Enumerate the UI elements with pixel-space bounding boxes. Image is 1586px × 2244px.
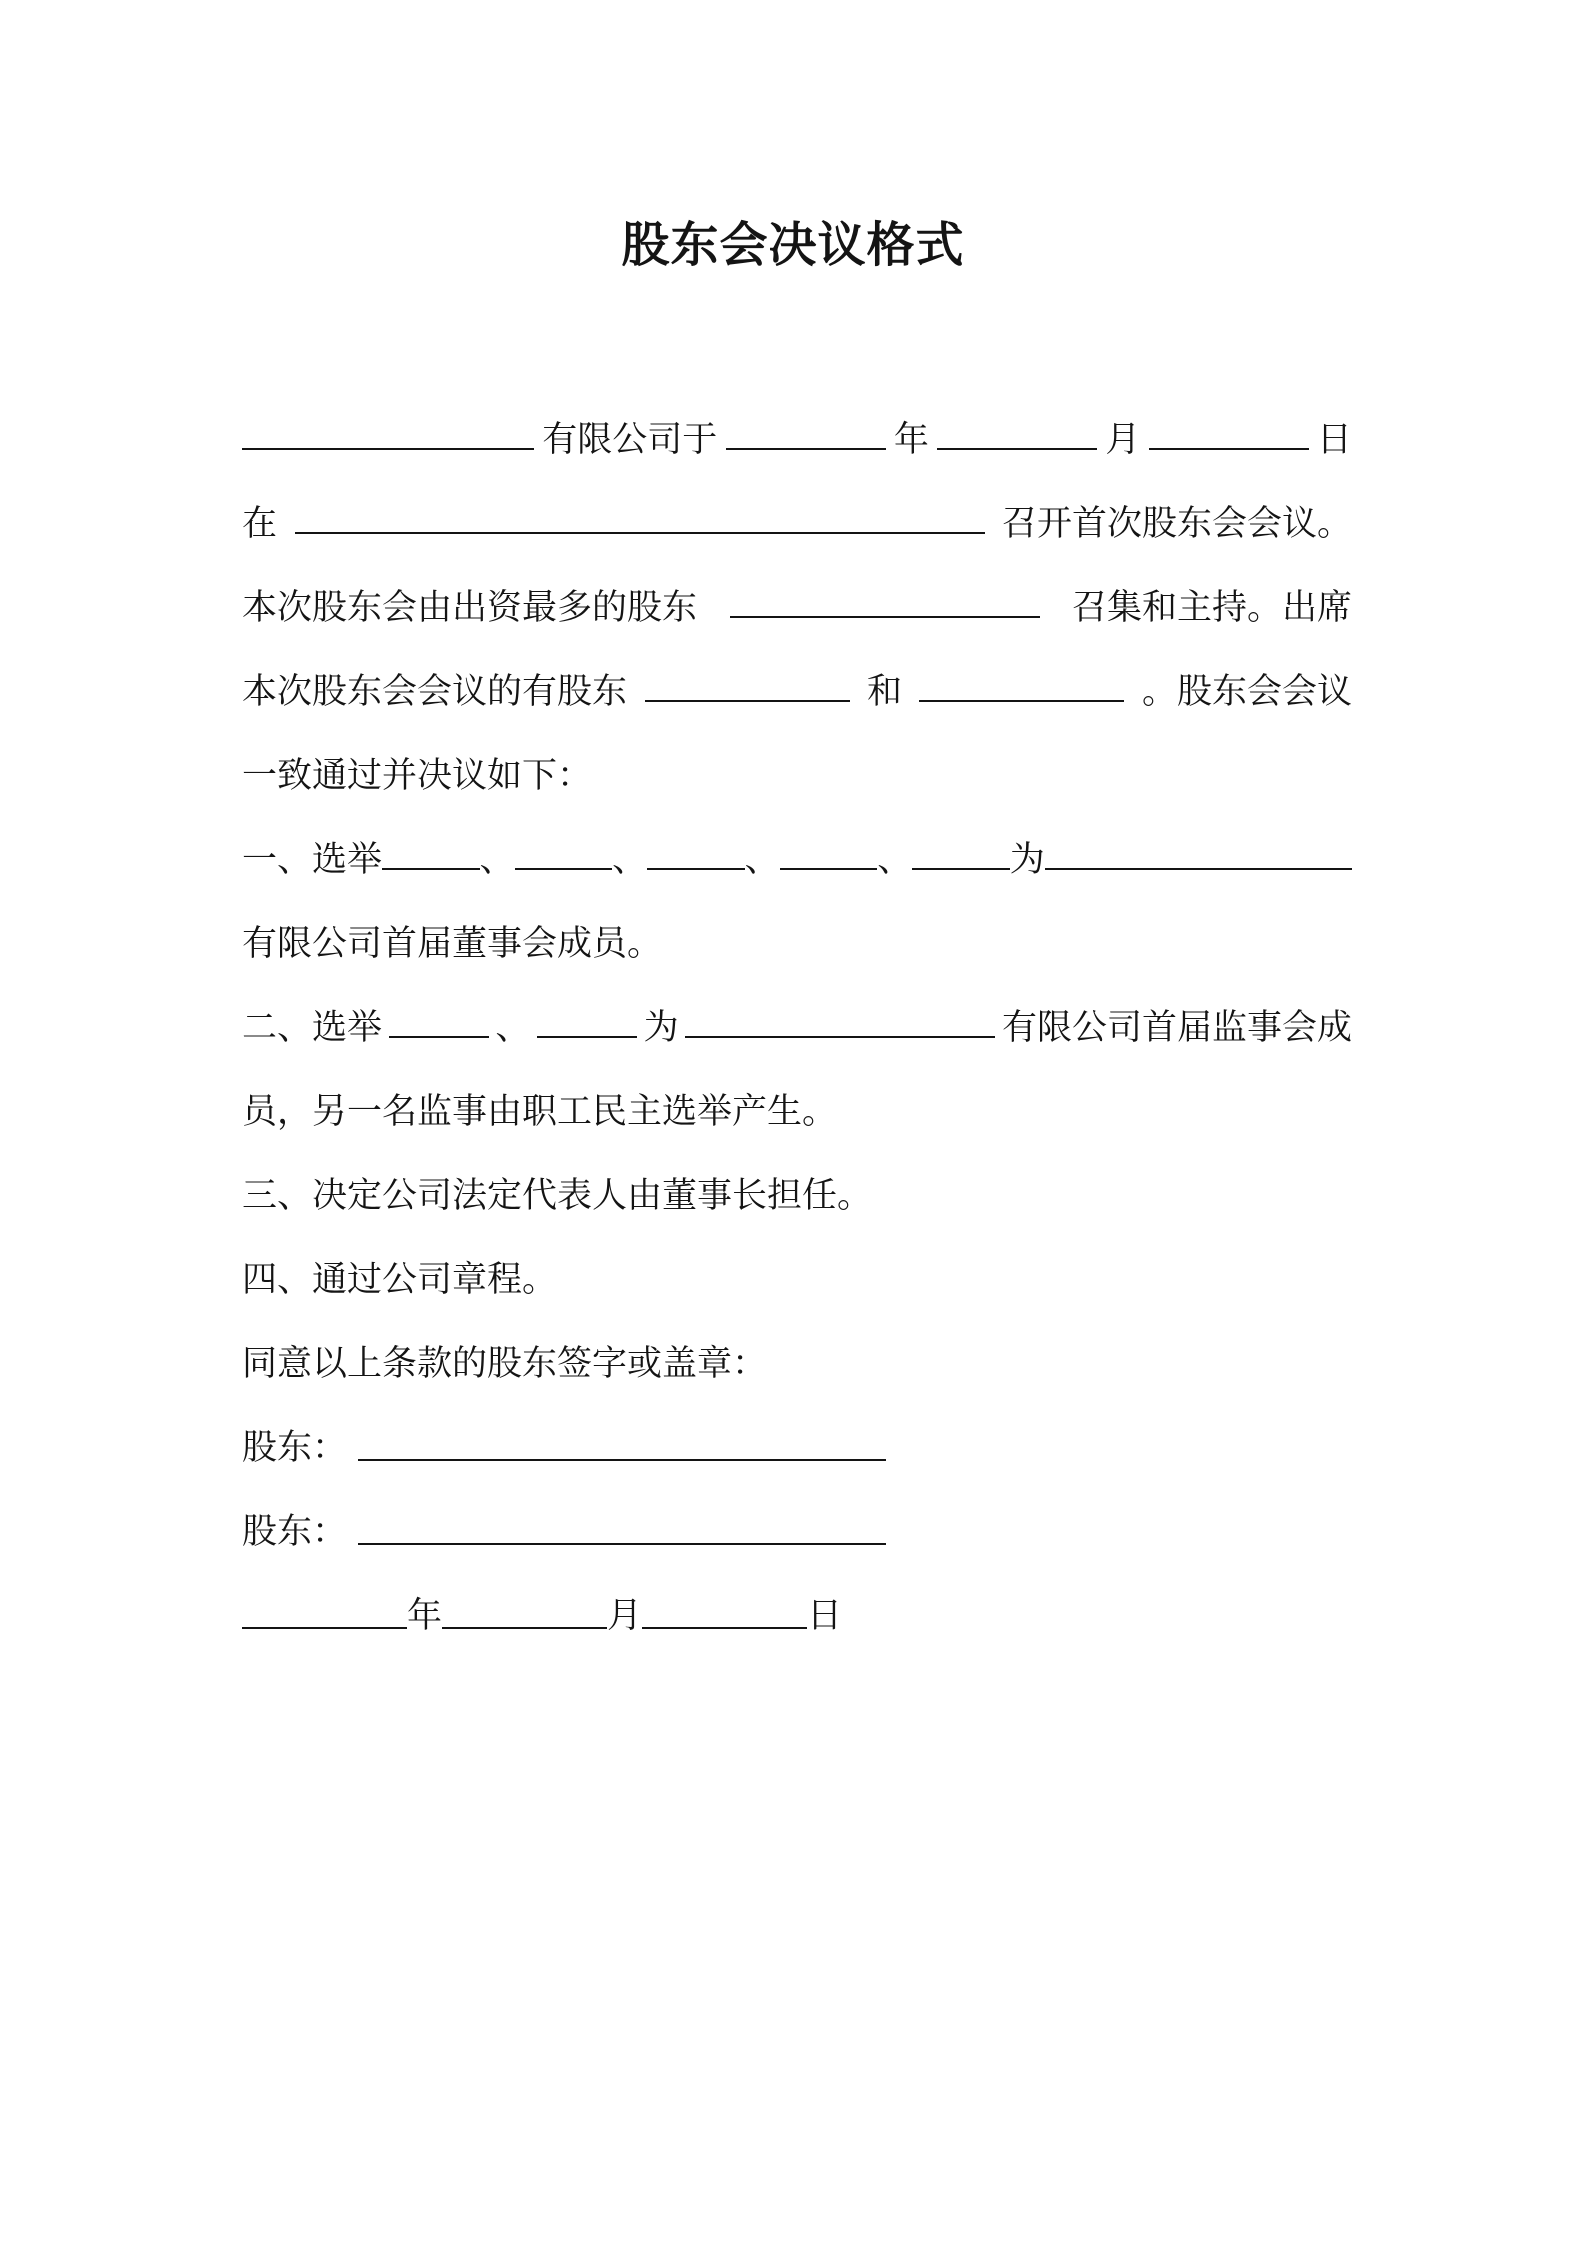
item-4: 四、通过公司章程。 [242, 1260, 558, 1300]
text-fragment: 有限公司首届监事会成 [1001, 1008, 1352, 1048]
item-1-line-2: 有限公司首届董事会成员。 [242, 924, 663, 964]
location-blank[interactable] [295, 494, 985, 534]
item-1-line-1 [242, 830, 1352, 890]
supervisor-2-blank[interactable] [537, 998, 637, 1038]
text-fragment: 在 [242, 504, 278, 544]
shareholder-signature-2 [242, 1502, 886, 1562]
paragraph-1-line-3 [242, 578, 1352, 638]
text-fragment: 、 [495, 1008, 531, 1048]
signature-date-line [242, 1586, 842, 1646]
text-fragment: 年 [893, 420, 929, 460]
text-fragment: 、 [744, 840, 780, 880]
text-fragment: 、 [479, 840, 515, 880]
text-fragment: 日 [807, 1596, 843, 1636]
director-1-blank[interactable] [382, 830, 480, 870]
director-2-blank[interactable] [515, 830, 613, 870]
day-blank[interactable] [1149, 410, 1309, 450]
text-fragment: 、 [612, 840, 648, 880]
item-2-line-1 [242, 998, 1352, 1058]
text-fragment: 二、选举 [242, 1008, 383, 1048]
text-fragment: 月 [1105, 420, 1141, 460]
text-fragment: 一、选举 [242, 840, 383, 880]
text-fragment: 有限公司于 [542, 420, 718, 460]
text-fragment: 、 [877, 840, 913, 880]
text-fragment: 为 [643, 1008, 679, 1048]
document-title: 股东会决议格式 [621, 217, 965, 273]
text-fragment: 召集和主持。出席 [1071, 588, 1352, 628]
director-5-blank[interactable] [912, 830, 1010, 870]
signature-year-blank[interactable] [242, 1589, 407, 1629]
text-fragment: 召开首次股东会会议。 [1001, 504, 1352, 544]
text-fragment: 为 [1009, 840, 1045, 880]
shareholder-a-blank[interactable] [645, 662, 850, 702]
signature-intro: 同意以上条款的股东签字或盖章： [242, 1344, 768, 1384]
shareholder-1-signature-blank[interactable] [358, 1421, 886, 1461]
convener-blank[interactable] [730, 578, 1040, 618]
shareholder-label: 股东： [242, 1512, 348, 1552]
shareholder-label: 股东： [242, 1428, 348, 1468]
text-fragment: 年 [407, 1596, 443, 1636]
year-blank[interactable] [726, 410, 886, 450]
text-fragment: 月 [607, 1596, 643, 1636]
text-fragment: 本次股东会会议的有股东 [242, 672, 628, 712]
director-3-blank[interactable] [647, 830, 745, 870]
company-name-blank[interactable] [242, 410, 534, 450]
text-fragment: 本次股东会由出资最多的股东 [242, 588, 698, 628]
paragraph-1-line-2 [242, 494, 1352, 554]
shareholder-b-blank[interactable] [919, 662, 1124, 702]
signature-day-blank[interactable] [642, 1589, 807, 1629]
board-company-blank[interactable] [1045, 830, 1352, 870]
paragraph-1-line-5: 一致通过并决议如下： [242, 756, 593, 796]
paragraph-1-line-1 [242, 410, 1352, 470]
shareholder-signature-1 [242, 1418, 886, 1478]
month-blank[interactable] [937, 410, 1097, 450]
supervisor-1-blank[interactable] [389, 998, 489, 1038]
director-4-blank[interactable] [780, 830, 878, 870]
text-fragment: 日 [1316, 420, 1352, 460]
item-3: 三、决定公司法定代表人由董事长担任。 [242, 1176, 873, 1216]
shareholder-2-signature-blank[interactable] [358, 1505, 886, 1545]
item-2-line-2: 员，另一名监事由职工民主选举产生。 [242, 1092, 838, 1132]
text-fragment: 和 [866, 672, 902, 712]
paragraph-1-line-4 [242, 662, 1352, 722]
text-fragment: 。股东会会议 [1141, 672, 1352, 712]
supervisory-company-blank[interactable] [685, 998, 995, 1038]
signature-month-blank[interactable] [442, 1589, 607, 1629]
